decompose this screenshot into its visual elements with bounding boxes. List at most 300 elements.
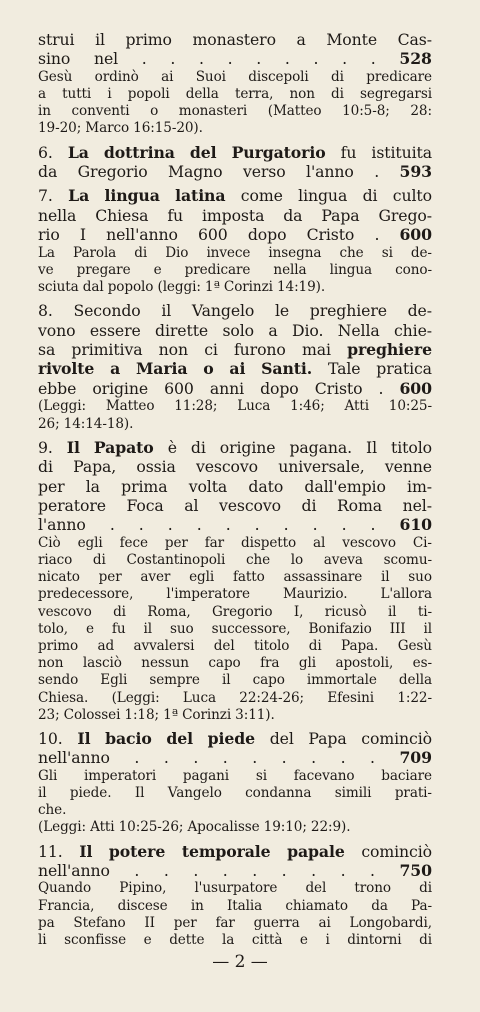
bold-word: Il: [79, 841, 93, 861]
word: nel: [93, 49, 119, 69]
word: .: [281, 748, 287, 768]
word: in: [38, 103, 51, 120]
word: 10:25-: [388, 398, 432, 415]
word: invece: [206, 244, 251, 261]
word: di: [92, 551, 106, 568]
word: di: [331, 86, 344, 103]
word: il: [95, 30, 105, 49]
word: nell'anno: [38, 861, 110, 880]
word: popolo: [107, 279, 154, 296]
word: da: [283, 205, 303, 225]
word: Stefano: [73, 914, 126, 931]
word: imperatori: [84, 767, 157, 784]
word: successore,: [211, 620, 291, 637]
word: Pa-: [411, 897, 432, 914]
text-line: [38, 206, 432, 225]
word: es-: [412, 655, 432, 672]
word: ai: [318, 914, 331, 931]
word: Gli: [38, 767, 58, 784]
word: Magno: [168, 162, 223, 182]
word: e: [299, 932, 308, 949]
word: che: [245, 551, 271, 568]
word: fu: [111, 620, 126, 637]
word: città: [251, 932, 283, 949]
word: vescovo: [218, 495, 281, 515]
word: dopo: [260, 378, 299, 398]
text-line: [38, 162, 432, 181]
word: guerra: [253, 914, 300, 931]
word: far: [204, 534, 225, 551]
word: discepoli: [248, 68, 309, 85]
word: .: [134, 861, 140, 880]
word: di: [301, 495, 317, 515]
text-line: [38, 262, 432, 279]
word: segregarsi: [360, 86, 432, 103]
word: gli: [298, 655, 316, 672]
bold-word: Purgatorio: [231, 142, 326, 162]
word: da: [38, 162, 58, 182]
word: Apocalisse: [187, 819, 260, 836]
text-line: [38, 120, 432, 137]
word: per: [173, 914, 197, 931]
word: 26;: [38, 415, 60, 432]
word: Matteo: [105, 398, 155, 415]
word: il: [221, 672, 231, 689]
word: per: [38, 476, 65, 496]
word: di: [308, 637, 322, 654]
word: 9.: [38, 437, 53, 457]
word: fece: [119, 534, 148, 551]
word: per: [98, 569, 122, 586]
word: riaco: [38, 551, 73, 568]
word: 1ª: [204, 279, 220, 296]
word: Il: [366, 437, 378, 457]
bold-word: ai: [229, 359, 246, 379]
word: anni: [209, 378, 245, 398]
word: .: [163, 748, 169, 768]
word: 19:10;: [263, 819, 307, 836]
word: Suoi: [195, 68, 226, 85]
word: Vangelo: [167, 784, 222, 801]
word: pratica: [376, 359, 432, 379]
word: Papa.: [341, 637, 379, 654]
word: insegna: [268, 244, 322, 261]
word: egli: [77, 534, 103, 551]
bold-word: La: [67, 142, 89, 162]
word: 10:25-26;: [118, 819, 184, 836]
word: lo: [290, 551, 304, 568]
word: solo: [222, 320, 255, 340]
text-line: [38, 496, 432, 515]
word: 1:18;: [124, 706, 160, 723]
word: che: [339, 244, 364, 261]
word: vescovo: [342, 534, 396, 551]
word: de-: [407, 301, 432, 321]
word: rio: [38, 225, 60, 245]
word: .: [222, 748, 228, 768]
word: nessun: [141, 655, 189, 672]
word: trono: [354, 880, 391, 897]
word: .: [134, 748, 140, 768]
word: Luca: [237, 398, 271, 415]
text-line: [38, 552, 432, 569]
word: 28:: [410, 103, 432, 120]
word: Il: [134, 784, 145, 801]
word: al: [184, 495, 199, 515]
word: Gregorio: [77, 162, 148, 182]
word: preghiere: [309, 301, 387, 321]
word: Foca: [126, 495, 164, 515]
page-number: — 2 —: [212, 952, 268, 972]
word: pagana.: [289, 437, 353, 457]
bold-word: 528: [399, 49, 432, 69]
text-line: [38, 143, 432, 162]
word: origine: [92, 378, 149, 398]
text-line: [38, 321, 432, 340]
word: di: [419, 880, 432, 897]
word: che.: [38, 802, 67, 819]
word: Colossei: [63, 706, 121, 723]
word: Papa: [308, 728, 347, 748]
word: mai: [301, 340, 331, 360]
text-line: [38, 604, 432, 621]
word: popoli: [127, 86, 170, 103]
word: 10.: [38, 728, 63, 748]
word: capo: [208, 655, 241, 672]
word: lasciò: [82, 655, 122, 672]
bold-word: temporale: [181, 841, 271, 861]
word: fu: [167, 205, 184, 225]
text-line: [38, 569, 432, 586]
page-body: [38, 30, 432, 949]
bold-word: papale: [287, 841, 345, 861]
word: .: [167, 515, 173, 535]
word: le: [274, 301, 290, 321]
word: primo: [38, 637, 79, 654]
text-line: [38, 748, 432, 767]
word: .: [370, 861, 375, 880]
word: .: [252, 861, 258, 880]
word: .: [374, 225, 380, 245]
word: .: [256, 49, 262, 69]
word: chie-: [393, 320, 432, 340]
word: .: [370, 49, 376, 69]
bold-word: 709: [399, 748, 432, 768]
word: (Leggi:: [38, 398, 87, 415]
word: Monte: [326, 30, 378, 49]
word: il: [38, 784, 47, 801]
bold-word: 593: [399, 162, 432, 182]
word: Corinzi: [182, 706, 232, 723]
word: terra,: [234, 86, 274, 103]
word: furono: [233, 340, 286, 360]
word: come: [240, 186, 283, 206]
word: il: [161, 301, 172, 321]
word: ai: [161, 68, 174, 85]
word: di: [331, 68, 344, 85]
word: il: [381, 569, 390, 586]
word: 14:19).: [276, 279, 326, 296]
bold-word: Santi.: [261, 359, 313, 379]
word: si: [255, 767, 267, 784]
word: I: [79, 225, 86, 245]
text-line: [38, 768, 432, 785]
word: Ci-: [412, 534, 432, 551]
word: .: [222, 861, 228, 880]
word: dato: [248, 476, 284, 496]
word: II: [144, 914, 155, 931]
word: 3:11).: [235, 706, 275, 723]
word: Marco: [85, 120, 130, 137]
word: nell'anno: [38, 748, 110, 768]
word: Corinzi: [223, 279, 273, 296]
word: imposta: [201, 205, 265, 225]
word: primitiva: [71, 340, 143, 360]
word: dall'empio: [304, 476, 386, 496]
word: aveva: [323, 551, 363, 568]
text-line: [38, 457, 432, 476]
word: (Matteo: [267, 103, 322, 120]
word: nel-: [402, 495, 432, 515]
word: a: [38, 86, 47, 103]
word: Costantinopoli: [126, 551, 226, 568]
word: pregare: [76, 261, 131, 278]
word: .: [193, 861, 199, 880]
text-line: [38, 30, 432, 49]
word: sendo: [38, 672, 79, 689]
bold-word: Il: [66, 437, 80, 457]
word: avvalersi: [133, 637, 195, 654]
word: chiamato: [285, 897, 348, 914]
word: 16:15-20).: [133, 120, 203, 137]
text-line: [38, 880, 432, 897]
word: scomu-: [383, 551, 432, 568]
text-line: [38, 515, 432, 534]
word: baciare: [381, 767, 432, 784]
word: ve: [38, 261, 54, 278]
word: non: [38, 655, 64, 672]
word: .: [138, 515, 144, 535]
word: o: [150, 103, 159, 120]
word: condanna: [245, 784, 312, 801]
word: Nella: [337, 320, 380, 340]
text-line: [38, 186, 432, 205]
word: .: [284, 49, 290, 69]
word: L'allora: [380, 586, 432, 603]
word: .: [225, 515, 231, 535]
word: ordinò: [94, 68, 139, 85]
text-line: [38, 861, 432, 880]
word: Atti: [344, 398, 369, 415]
word: predicare: [366, 68, 432, 85]
word: (leggi:: [157, 279, 201, 296]
word: Luca: [182, 689, 216, 706]
word: discese: [117, 897, 168, 914]
word: sa: [38, 340, 56, 360]
word: di: [38, 457, 53, 477]
word: il: [143, 620, 152, 637]
bold-word: potere: [108, 841, 166, 861]
word: Papa: [321, 205, 360, 225]
word: vescovo: [195, 457, 258, 477]
word: tolo,: [38, 620, 68, 637]
word: fu: [340, 142, 357, 162]
word: a: [268, 320, 278, 340]
word: cominciò: [361, 841, 432, 861]
word: .: [252, 748, 258, 768]
bold-word: 600: [399, 225, 432, 245]
text-line: [38, 638, 432, 655]
text-line: [38, 49, 432, 68]
word: dintorni: [347, 932, 402, 949]
text-line: [38, 819, 432, 836]
word: i: [107, 86, 112, 103]
word: Efesini: [327, 689, 375, 706]
word: non: [289, 86, 315, 103]
word: ricusò: [324, 603, 367, 620]
word: 600: [198, 225, 228, 245]
word: del: [305, 880, 327, 897]
word: immortale: [306, 672, 377, 689]
word: primo: [125, 30, 172, 49]
word: in: [190, 897, 204, 914]
word: di: [134, 244, 148, 261]
text-line: [38, 86, 432, 103]
word: .: [109, 515, 115, 535]
text-line: [38, 729, 432, 748]
word: Cristo: [314, 378, 363, 398]
word: titolo: [391, 437, 432, 457]
word: Francia,: [38, 897, 95, 914]
word: 22:9).: [310, 819, 351, 836]
bold-word: bacio: [105, 728, 152, 748]
word: III: [389, 620, 406, 637]
word: cono-: [395, 261, 432, 278]
word: .: [340, 861, 346, 880]
word: 7.: [38, 186, 53, 206]
word: Secondo: [73, 301, 141, 321]
word: predecessore,: [38, 586, 134, 603]
word: Grego-: [378, 205, 432, 225]
text-line: [38, 301, 432, 320]
word: ti-: [417, 603, 432, 620]
word: essere: [89, 320, 141, 340]
word: .: [193, 748, 199, 768]
word: far: [215, 914, 235, 931]
word: lingua: [329, 261, 373, 278]
word: .: [341, 515, 347, 535]
text-line: [38, 379, 432, 398]
text-line: [38, 69, 432, 86]
word: Chiesa.: [38, 689, 89, 706]
text-line: [38, 621, 432, 638]
word: nella: [38, 205, 77, 225]
word: Ciò: [38, 534, 61, 551]
word: monastero: [192, 30, 276, 49]
word: 23;: [38, 706, 60, 723]
word: nicato: [38, 569, 80, 586]
word: pa: [38, 914, 55, 931]
word: dispetto: [241, 534, 297, 551]
word: è: [167, 437, 177, 457]
word: l'anno: [306, 162, 354, 182]
text-line: [38, 802, 432, 819]
word: vono: [38, 320, 76, 340]
word: .: [227, 49, 233, 69]
word: Dio.: [292, 320, 324, 340]
word: volta: [188, 476, 228, 496]
bold-word: Il: [77, 728, 91, 748]
word: Gregorio: [211, 603, 273, 620]
text-line: [38, 438, 432, 457]
word: suo: [408, 569, 432, 586]
word: dopo: [247, 225, 287, 245]
word: Longobardi,: [349, 914, 432, 931]
word: nell'anno: [106, 225, 178, 245]
word: .: [312, 515, 318, 535]
word: dette: [169, 932, 205, 949]
word: i: [325, 932, 330, 949]
word: universale,: [278, 457, 365, 477]
word: di: [419, 932, 432, 949]
word: non: [158, 340, 189, 360]
word: .: [340, 748, 346, 768]
word: il: [423, 620, 432, 637]
word: e: [85, 620, 94, 637]
word: 600: [164, 378, 194, 398]
text-line: [38, 898, 432, 915]
word: l'imperatore: [166, 586, 250, 603]
word: .: [170, 49, 176, 69]
text-line: [38, 103, 432, 120]
bold-word: dottrina: [103, 142, 175, 162]
word: si: [381, 244, 393, 261]
word: .: [254, 515, 260, 535]
word: di: [190, 437, 206, 457]
word: titolo: [253, 637, 290, 654]
bold-word: piede: [207, 728, 256, 748]
word: prima: [121, 476, 168, 496]
word: 10:5-8;: [342, 103, 390, 120]
word: a: [296, 30, 306, 49]
bold-word: a: [110, 359, 121, 379]
word: 1ª: [163, 706, 179, 723]
word: Gesù: [397, 637, 432, 654]
word: dal: [82, 279, 104, 296]
bold-word: o: [203, 359, 214, 379]
word: del: [213, 637, 235, 654]
word: .: [378, 378, 384, 398]
word: Egli: [100, 672, 128, 689]
text-line: [38, 477, 432, 496]
word: di: [362, 186, 378, 206]
bold-word: latina: [175, 186, 226, 206]
text-line: [38, 359, 432, 378]
word: .: [313, 49, 319, 69]
word: Atti: [90, 819, 115, 836]
text-line: [38, 707, 432, 724]
word: ad: [97, 637, 115, 654]
word: strui: [38, 30, 75, 49]
word: apostoli,: [335, 655, 394, 672]
word: .: [370, 748, 375, 768]
word: Tale: [327, 359, 361, 379]
word: Parola: [73, 244, 117, 261]
word: capo: [252, 672, 285, 689]
word: Gesù: [38, 68, 73, 85]
text-line: [38, 279, 432, 296]
text-line: [38, 915, 432, 932]
